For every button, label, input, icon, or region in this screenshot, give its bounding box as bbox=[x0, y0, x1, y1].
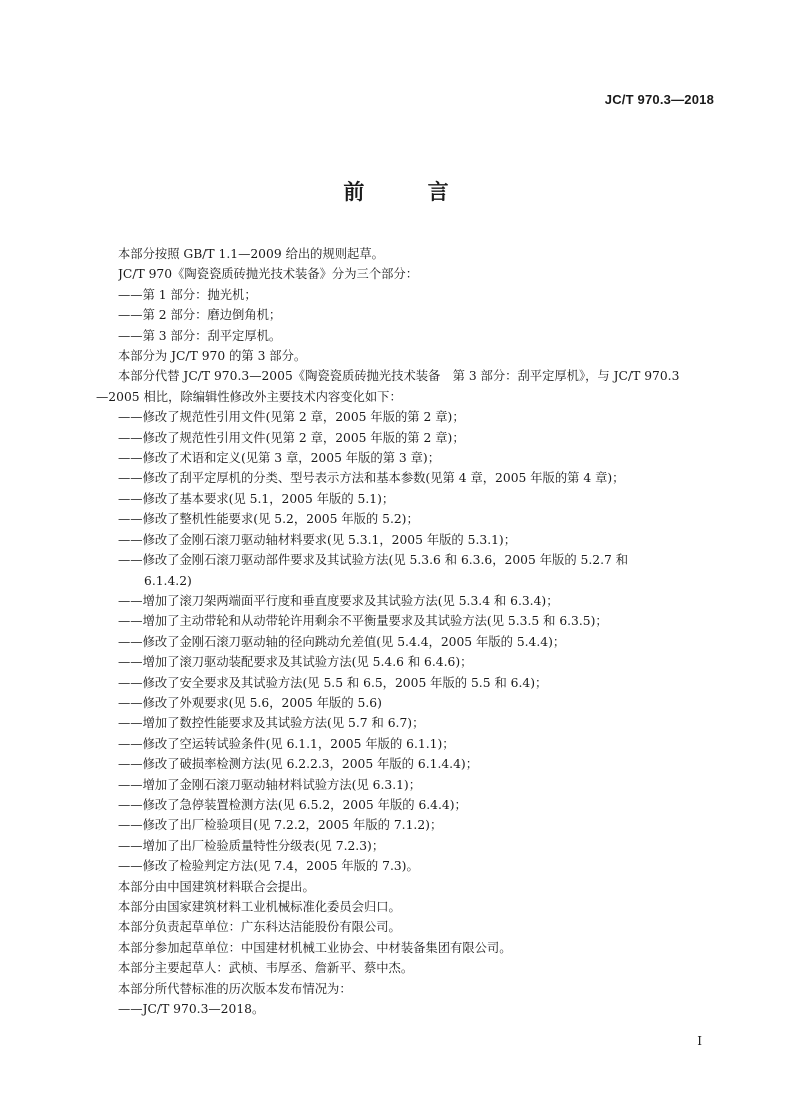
text-line: 本部分所代替标准的历次版本发布情况为： bbox=[118, 981, 352, 996]
list-item: ——JC/T 970.3—2018。 bbox=[118, 1002, 265, 1017]
list-item: ——增加了主动带轮和从动带轮许用剩余不平衡量要求及其试验方法(见 5.3.5 和 6.3.5)； bbox=[118, 614, 608, 629]
list-item: ——修改了整机性能要求(见 5.2，2005 年版的 5.2)； bbox=[118, 512, 419, 527]
list-item-continuation: 6.1.4.2) bbox=[144, 573, 192, 588]
list-item: ——第 3 部分：刮平定厚机。 bbox=[118, 328, 282, 343]
text-line: JC/T 970《陶瓷瓷质砖抛光技术装备》分为三个部分： bbox=[118, 267, 419, 282]
list-item: ——修改了检验判定方法(见 7.4，2005 年版的 7.3)。 bbox=[118, 859, 419, 874]
list-item: ——增加了数控性能要求及其试验方法(见 5.7 和 6.7)； bbox=[118, 716, 425, 731]
text-line: 本部分由国家建筑材料工业机械标准化委员会归口。 bbox=[118, 900, 401, 914]
text-line: 本部分按照 GB/T 1.1—2009 给出的规则起草。 bbox=[118, 247, 384, 261]
page-title: 前 言 bbox=[343, 180, 477, 204]
document-body bbox=[96, 244, 720, 1019]
list-item: ——修改了基本要求(见 5.1，2005 年版的 5.1)； bbox=[118, 491, 395, 506]
list-item: ——第 2 部分：磨边倒角机； bbox=[118, 308, 282, 323]
list-item: ——修改了空运转试验条件(见 6.1.1，2005 年版的 6.1.1)； bbox=[118, 736, 455, 751]
list-item: ——修改了刮平定厚机的分类、型号表示方法和基本参数(见第 4 章，2005 年版的第 4 章)； bbox=[118, 471, 625, 486]
list-item: ——增加了出厂检验质量特性分级表(见 7.2.3)； bbox=[118, 838, 385, 853]
list-item: ——修改了术语和定义(见第 3 章，2005 年版的第 3 章)； bbox=[118, 451, 441, 466]
text-line: 本部分负责起草单位：广东科达洁能股份有限公司。 bbox=[118, 920, 401, 935]
text-line: 本部分由中国建筑材料联合会提出。 bbox=[118, 879, 315, 894]
list-item: ——修改了安全要求及其试验方法(见 5.5 和 6.5，2005 年版的 5.5 和 6.4)； bbox=[118, 675, 548, 690]
text-line: 本部分主要起草人：武桢、韦厚丞、詹新平、蔡中杰。 bbox=[118, 961, 414, 976]
page-number: I bbox=[697, 1034, 702, 1048]
list-item: ——修改了破损率检测方法(见 6.2.2.3，2005 年版的 6.1.4.4)； bbox=[118, 757, 479, 772]
list-item: ——增加了金刚石滚刀驱动轴材料试验方法(见 6.3.1)； bbox=[118, 777, 422, 792]
list-item: ——修改了外观要求(见 5.6，2005 年版的 5.6) bbox=[118, 695, 382, 710]
list-item: ——修改了出厂检验项目(见 7.2.2，2005 年版的 7.1.2)； bbox=[118, 818, 443, 833]
list-item: ——修改了金刚石滚刀驱动轴的径向跳动允差值(见 5.4.4，2005 年版的 5.4.4)； bbox=[118, 634, 566, 649]
list-item: ——修改了金刚石滚刀驱动轴材料要求(见 5.3.1，2005 年版的 5.3.1)； bbox=[118, 532, 517, 547]
list-item: ——修改了规范性引用文件(见第 2 章，2005 年版的第 2 章)； bbox=[118, 410, 465, 425]
text-line: 本部分参加起草单位：中国建材机械工业协会、中材装备集团有限公司。 bbox=[118, 940, 512, 955]
list-item: ——修改了规范性引用文件(见第 2 章，2005 年版的第 2 章)； bbox=[118, 430, 465, 445]
text-line: 本部分为 JC/T 970 的第 3 部分。 bbox=[118, 349, 307, 364]
list-item: ——增加了滚刀架两端面平行度和垂直度要求及其试验方法(见 5.3.4 和 6.3.4)； bbox=[118, 593, 559, 608]
text-line-continuation: —2005 相比，除编辑性修改外主要技术内容变化如下： bbox=[96, 389, 402, 404]
list-item: ——第 1 部分：抛光机； bbox=[118, 287, 257, 302]
list-item: ——增加了滚刀驱动装配要求及其试验方法(见 5.4.6 和 6.4.6)； bbox=[118, 655, 473, 670]
text-line: 本部分代替 JC/T 970.3—2005《陶瓷瓷质砖抛光技术装备 第 3 部分：刮平定厚机》，与 JC/T 970.3 bbox=[118, 369, 680, 384]
standard-number: JC/T 970.3—2018 bbox=[604, 92, 714, 107]
list-item: ——修改了急停装置检测方法(见 6.5.2，2005 年版的 6.4.4)； bbox=[118, 797, 467, 812]
list-item: ——修改了金刚石滚刀驱动部件要求及其试验方法(见 5.3.6 和 6.3.6，2005 年版的 5.2.7 和 bbox=[118, 553, 629, 568]
